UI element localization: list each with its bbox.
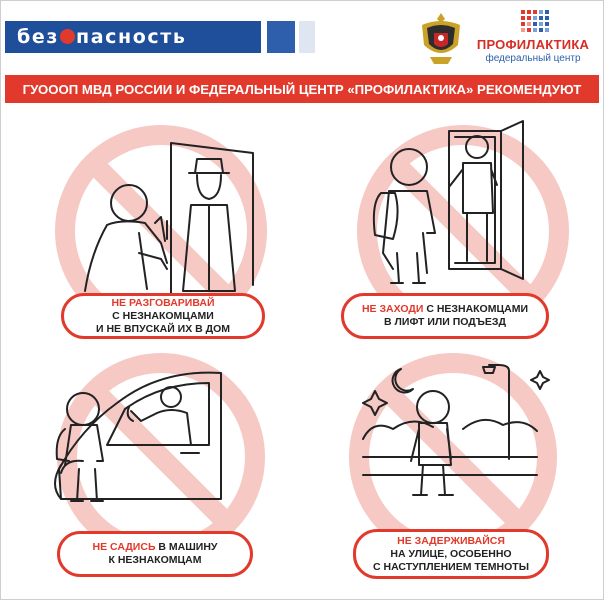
advice-text: В ЛИФТ ИЛИ ПОДЪЕЗД xyxy=(384,316,506,328)
advice-dont-talk xyxy=(61,293,265,339)
brand-o-dot xyxy=(60,29,75,44)
advice-dont-get-in-car xyxy=(57,531,253,577)
advice-text: С НЕЗНАКОМЦАМИ xyxy=(423,303,529,315)
recommendation-banner: ГУОООП МВД РОССИИ И ФЕДЕРАЛЬНЫЙ ЦЕНТР «ПРОФИЛАКТИКА» РЕКОМЕНДУЮТ xyxy=(5,75,599,103)
brand-title-end: пасность xyxy=(76,26,187,48)
night-street-illustration xyxy=(323,349,603,559)
org-name: ПРОФИЛАКТИКА xyxy=(476,37,590,52)
stranger-in-car-illustration xyxy=(21,349,301,559)
brand-title xyxy=(5,26,186,48)
advice-text: В МАШИНУ xyxy=(155,541,218,553)
advice-dont-linger xyxy=(353,529,549,579)
brand-square-light xyxy=(299,21,315,53)
advice-text: И НЕ ВПУСКАЙ ИХ В ДОМ xyxy=(95,322,231,335)
advice-highlight: НЕ ЗАХОДИ xyxy=(361,303,424,315)
advice-highlight: НЕ САДИСЬ xyxy=(92,541,156,553)
advice-highlight: НЕ ЗАДЕРЖИВАЙСЯ xyxy=(397,534,505,547)
advice-text: НА УЛИЦЕ, ОСОБЕННО xyxy=(390,547,512,560)
brand-title-start: без xyxy=(17,26,59,48)
advice-text: С НЕЗНАКОМЦАМИ xyxy=(112,309,214,322)
profilaktika-logo-icon xyxy=(521,10,551,36)
advice-text: С НАСТУПЛЕНИЕМ ТЕМНОТЫ xyxy=(373,560,529,573)
advice-dont-enter xyxy=(341,293,549,339)
advice-text: К НЕЗНАКОМЦАМ xyxy=(108,554,202,566)
org-subtitle: федеральный центр xyxy=(485,53,581,64)
police-emblem-icon xyxy=(418,11,464,67)
advice-highlight: НЕ РАЗГОВАРИВАЙ xyxy=(111,296,215,309)
brand-block xyxy=(5,21,261,53)
brand-square-dark xyxy=(267,21,295,53)
